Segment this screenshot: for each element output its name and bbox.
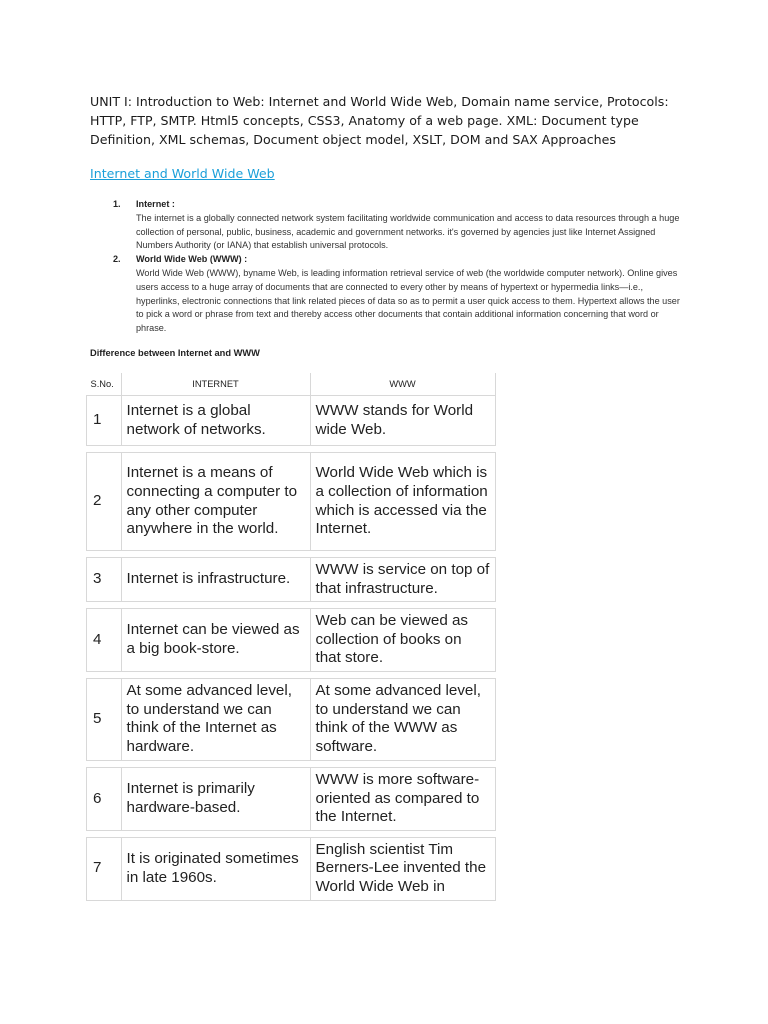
- row-gap: [87, 446, 496, 453]
- cell-sno: 6: [87, 767, 122, 830]
- cell-www: WWW stands for World wide Web.: [310, 396, 495, 446]
- row-gap: [87, 830, 496, 837]
- cell-sno: 2: [87, 453, 122, 551]
- definition-term: World Wide Web (WWW) :: [136, 254, 248, 265]
- definition-text: The internet is a globally connected network system facilitating worldwide communication and access to data resources through a huge collection of personal, public, business, academic and government networks. it's governed by agencies just like Internet Assigned Numbers Authority (or IANA) that establish universal protocols.: [136, 212, 680, 251]
- row-gap: [87, 551, 496, 558]
- table-row: [87, 396, 496, 446]
- table-row: [87, 453, 496, 551]
- comparison-table: [86, 373, 496, 901]
- header-www: WWW: [310, 373, 495, 396]
- definition-item-internet: [110, 198, 680, 253]
- cell-sno: 7: [87, 837, 122, 900]
- cell-internet: Internet is primarily hardware-based.: [121, 767, 310, 830]
- section-heading-link[interactable]: Internet and World Wide Web: [90, 166, 275, 181]
- table-row: [87, 767, 496, 830]
- cell-internet: Internet is a global network of networks.: [121, 396, 310, 446]
- cell-sno: 1: [87, 396, 122, 446]
- cell-www: WWW is more software-oriented as compared to the Internet.: [310, 767, 495, 830]
- difference-title: Difference between Internet and WWW: [90, 348, 260, 358]
- definition-number: 2.: [113, 254, 121, 265]
- table-row: [87, 609, 496, 672]
- header-internet: INTERNET: [121, 373, 310, 396]
- definition-text: World Wide Web (WWW), byname Web, is leading information retrieval service of web (the worldwide computer network). Online gives users access to a huge array of documents that are connected to every other by means of hypertext or hypermedia links—i.e., hyperlinks, electronic connections that link related pieces of data so as to permit a user quick access to them. Hypertext allows the user to pick a word or phrase from text and thereby access other documents that contain additional information concerning that word or phrase.: [136, 267, 680, 334]
- table-header-row: [87, 373, 496, 396]
- cell-internet: Internet is infrastructure.: [121, 558, 310, 602]
- unit-intro-paragraph: UNIT I: Introduction to Web: Internet and World Wide Web, Domain name service, Protocols: HTTP, FTP, SMTP. Html5 concepts, CSS3, Anatomy of a web page. XML: Document type Definition, XML schemas, Document object model, XSLT, DOM and SAX Approaches: [90, 94, 669, 147]
- row-gap: [87, 671, 496, 678]
- row-gap: [87, 760, 496, 767]
- cell-www: World Wide Web which is a collection of information which is accessed via the Internet.: [310, 453, 495, 551]
- definition-item-www: [110, 253, 680, 336]
- table-row: [87, 558, 496, 602]
- cell-www: WWW is service on top of that infrastructure.: [310, 558, 495, 602]
- table-row: [87, 678, 496, 760]
- cell-internet: Internet is a means of connecting a computer to any other computer anywhere in the world.: [121, 453, 310, 551]
- cell-www: At some advanced level, to understand we can think of the WWW as software.: [310, 678, 495, 760]
- cell-internet: At some advanced level, to understand we can think of the Internet as hardware.: [121, 678, 310, 760]
- cell-sno: 3: [87, 558, 122, 602]
- table-row: [87, 837, 496, 900]
- cell-sno: 4: [87, 609, 122, 672]
- cell-sno: 5: [87, 678, 122, 760]
- definition-term: Internet :: [136, 199, 175, 209]
- cell-internet: It is originated sometimes in late 1960s.: [121, 837, 310, 900]
- definition-list: [110, 198, 680, 336]
- cell-www: Web can be viewed as collection of books on that store.: [310, 609, 495, 672]
- cell-internet: Internet can be viewed as a big book-store.: [121, 609, 310, 672]
- row-gap: [87, 602, 496, 609]
- definition-number: 1.: [113, 199, 121, 209]
- cell-www: English scientist Tim Berners-Lee invented the World Wide Web in: [310, 837, 495, 900]
- header-sno: S.No.: [87, 373, 122, 396]
